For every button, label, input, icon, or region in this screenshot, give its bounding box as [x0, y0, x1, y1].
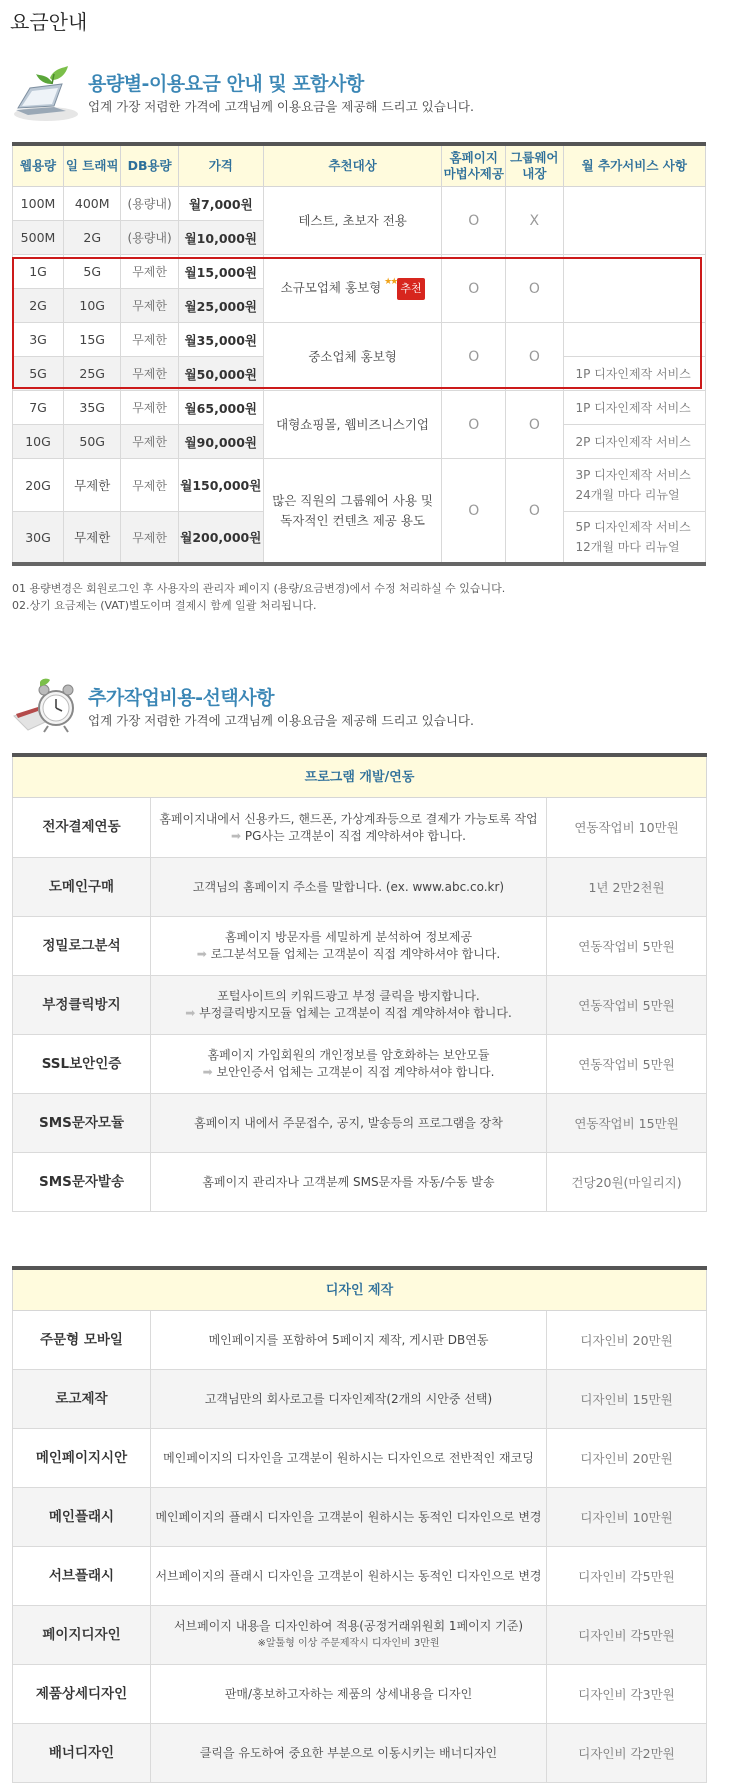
row-desc: 클릭을 유도하여 중요한 부분으로 이동시키는 배너디자인: [151, 1724, 547, 1783]
cell-traffic: 50G: [64, 425, 121, 459]
pricing-section-title: 용량별-이용요금 안내 및 포함사항: [88, 73, 364, 95]
arrow-icon: ➡: [185, 1006, 196, 1020]
design-table: [12, 1266, 707, 1783]
row-desc: 메인페이지를 포함하여 5페이지 제작, 게시판 DB연동: [151, 1311, 547, 1370]
row-name: SSL보안인증: [13, 1035, 151, 1094]
cell-wizard: O: [442, 255, 506, 323]
table-row: [13, 1547, 707, 1606]
row-name: 주문형 모바일: [13, 1311, 151, 1370]
page-title: 요금안내: [10, 10, 88, 34]
cell-db: (용량내): [121, 187, 178, 221]
cell-target: [263, 255, 442, 323]
desc-line: 홈페이지내에서 신용카드, 핸드폰, 가상계좌등으로 결제가 가능토록 작업: [159, 811, 538, 826]
pricing-table: [12, 142, 706, 566]
row-desc: [151, 1606, 547, 1665]
arrow-icon: ➡: [196, 947, 207, 961]
cell-web: 7G: [13, 391, 64, 425]
row-name: SMS문자모듈: [13, 1094, 151, 1153]
cell-service: [563, 323, 705, 357]
cell-price: 월10,000원: [178, 221, 263, 255]
desc-line: 서브페이지 내용을 디자인하여 적용(공정거래위원회 1페이지 기준): [173, 1619, 524, 1633]
row-name: 페이지디자인: [13, 1606, 151, 1665]
desc-note: ※알툴형 이상 주문제작시 디자인비 3만원: [257, 1638, 440, 1649]
cell-groupware: O: [506, 323, 563, 391]
table-row: [13, 1153, 707, 1212]
cell-web: 10G: [13, 425, 64, 459]
service-line: 12개월 마다 리뉴얼: [575, 540, 680, 554]
cell-traffic: 5G: [64, 255, 121, 289]
cell-price: 월25,000원: [178, 289, 263, 323]
cell-db: 무제한: [121, 255, 178, 289]
row-name: 배너디자인: [13, 1724, 151, 1783]
cell-groupware: O: [506, 459, 563, 565]
pricing-header-row: [13, 144, 706, 187]
cell-wizard: O: [442, 187, 506, 255]
row-cost: 건당20원(마일리지): [547, 1153, 707, 1212]
table-row: [13, 1035, 707, 1094]
cell-service: 1P 디자인제작 서비스: [563, 357, 705, 391]
cell-traffic: 무제한: [64, 512, 121, 565]
table-row: [13, 187, 706, 221]
cell-target: [263, 459, 442, 565]
service-line: 24개월 마다 리뉴얼: [575, 488, 680, 502]
cell-groupware: X: [506, 187, 563, 255]
cell-db: 무제한: [121, 425, 178, 459]
table-row: [13, 1606, 707, 1665]
table-row: [13, 1094, 707, 1153]
row-cost: 연동작업비 5만원: [547, 1035, 707, 1094]
table-row: [13, 798, 707, 858]
extra-costs-section-subtitle: 업계 가장 저렴한 가격에 고객님께 이용요금을 제공해 드리고 있습니다.: [88, 713, 474, 728]
table-row: [13, 459, 706, 512]
row-desc: 고객님만의 회사로고를 디자인제작(2개의 시안중 선택): [151, 1370, 547, 1429]
desc-line: 부정클릭방지모듈 업체는 고객분이 직접 계약하셔야 합니다.: [199, 1006, 512, 1020]
table-row: [13, 917, 707, 976]
header-target: 추천대상: [263, 144, 442, 187]
cell-db: 무제한: [121, 289, 178, 323]
design-caption-row: [13, 1268, 707, 1311]
cell-traffic: 10G: [64, 289, 121, 323]
row-desc: 고객님의 홈페이지 주소를 말합니다. (ex. www.abc.co.kr): [151, 858, 547, 917]
header-daily-traffic: 일 트래픽: [64, 144, 121, 187]
cell-price: 월200,000원: [178, 512, 263, 565]
arrow-icon: ➡: [202, 1065, 213, 1079]
note-line: 02.상기 요금제는 (VAT)별도이며 결제시 함께 일괄 처리됩니다.: [12, 599, 317, 612]
note-line: 01 용량변경은 회원로그인 후 사용자의 관리자 페이지 (용량/요금변경)에서 수정 처리하실 수 있습니다.: [12, 582, 506, 595]
star-icon: ★★: [384, 276, 397, 287]
cell-db: 무제한: [121, 357, 178, 391]
header-extra-service: 월 추가서비스 사항: [563, 144, 705, 187]
target-line: 독자적인 컨텐츠 제공 용도: [280, 512, 425, 528]
row-cost: 연동작업비 5만원: [547, 917, 707, 976]
row-name: 도메인구매: [13, 858, 151, 917]
header-wizard: 홈페이지 마법사제공: [442, 144, 506, 187]
row-cost: 디자인비 각3만원: [547, 1665, 707, 1724]
recommend-badge: 추천: [397, 278, 424, 300]
cell-price: 월150,000원: [178, 459, 263, 512]
row-cost: 연동작업비 15만원: [547, 1094, 707, 1153]
cell-traffic: 25G: [64, 357, 121, 391]
cell-web: 500M: [13, 221, 64, 255]
table-row: [13, 323, 706, 357]
header-groupware: 그룹웨어 내장: [506, 144, 563, 187]
cell-web: 5G: [13, 357, 64, 391]
row-desc: [151, 798, 547, 858]
desc-line: 홈페이지 가입회원의 개인정보를 암호화하는 보안모듈: [207, 1048, 490, 1062]
row-name: SMS문자발송: [13, 1153, 151, 1212]
design-caption: 디자인 제작: [13, 1268, 707, 1311]
cell-service: [563, 187, 705, 255]
cell-service: [563, 459, 705, 512]
row-desc: 메인페이지의 플래시 디자인을 고객분이 원하시는 동적인 디자인으로 변경: [151, 1488, 547, 1547]
cell-db: 무제한: [121, 512, 178, 565]
row-name: 정밀로그분석: [13, 917, 151, 976]
cell-wizard: O: [442, 459, 506, 565]
cell-groupware: O: [506, 391, 563, 459]
section-header-pricing: [10, 64, 710, 124]
row-desc: 메인페이지의 디자인을 고객분이 원하시는 디자인으로 전반적인 재코딩: [151, 1429, 547, 1488]
cell-price: 월7,000원: [178, 187, 263, 221]
program-table: [12, 753, 707, 1212]
cell-traffic: 무제한: [64, 459, 121, 512]
table-row: [13, 976, 707, 1035]
cell-traffic: 400M: [64, 187, 121, 221]
table-row: [13, 1370, 707, 1429]
table-row: [13, 1311, 707, 1370]
laptop-icon: [10, 64, 82, 124]
cell-db: 무제한: [121, 459, 178, 512]
cell-target: 테스트, 초보자 전용: [263, 187, 442, 255]
cell-target: 대형쇼핑몰, 웹비즈니스기업: [263, 391, 442, 459]
table-row: [13, 1488, 707, 1547]
program-caption: 프로그램 개발/연동: [13, 755, 707, 798]
row-desc: 홈페이지 관리자나 고객분께 SMS문자를 자동/수동 발송: [151, 1153, 547, 1212]
extra-costs-section-title: 추가작업비용-선택사항: [88, 687, 274, 709]
cell-groupware: O: [506, 255, 563, 323]
row-cost: 1년 2만2천원: [547, 858, 707, 917]
cell-web: 30G: [13, 512, 64, 565]
row-name: 메인플래시: [13, 1488, 151, 1547]
desc-line: PG사는 고객분이 직접 계약하셔야 합니다.: [244, 828, 466, 843]
row-name: 로고제작: [13, 1370, 151, 1429]
service-line: 3P 디자인제작 서비스: [575, 468, 691, 482]
target-line: 많은 직원의 그룹웨어 사용 및: [272, 492, 433, 508]
cell-web: 3G: [13, 323, 64, 357]
table-row: [13, 1665, 707, 1724]
header-web-capacity: 웹용량: [13, 144, 64, 187]
cell-service: 2P 디자인제작 서비스: [563, 425, 705, 459]
row-cost: 디자인비 각2만원: [547, 1724, 707, 1783]
row-name: 메인페이지시안: [13, 1429, 151, 1488]
cell-price: 월50,000원: [178, 357, 263, 391]
row-desc: [151, 976, 547, 1035]
row-cost: 연동작업비 10만원: [547, 798, 707, 858]
desc-line: 로그분석모듈 업체는 고객분이 직접 계약하셔야 합니다.: [210, 947, 501, 961]
row-desc: [151, 917, 547, 976]
cell-service: [563, 255, 705, 323]
cell-web: 2G: [13, 289, 64, 323]
row-cost: 디자인비 각5만원: [547, 1606, 707, 1665]
header-price: 가격: [178, 144, 263, 187]
cell-db: 무제한: [121, 391, 178, 425]
cell-wizard: O: [442, 391, 506, 459]
table-row: [13, 391, 706, 425]
cell-traffic: 35G: [64, 391, 121, 425]
table-row: [13, 858, 707, 917]
row-desc: 홈페이지 내에서 주문접수, 공지, 발송등의 프로그램을 장착: [151, 1094, 547, 1153]
cell-wizard: O: [442, 323, 506, 391]
program-caption-row: [13, 755, 707, 798]
row-name: 부정클릭방지: [13, 976, 151, 1035]
cell-target: 중소업체 홍보형: [263, 323, 442, 391]
row-cost: 연동작업비 5만원: [547, 976, 707, 1035]
row-name: 제품상세디자인: [13, 1665, 151, 1724]
pricing-notes: [12, 580, 505, 614]
cell-db: 무제한: [121, 323, 178, 357]
section-header-extra-costs: [10, 678, 710, 738]
cell-price: 월15,000원: [178, 255, 263, 289]
cell-service: [563, 512, 705, 565]
cell-price: 월35,000원: [178, 323, 263, 357]
header-db-capacity: DB용량: [121, 144, 178, 187]
row-cost: 디자인비 10만원: [547, 1488, 707, 1547]
arrow-icon: ➡: [231, 828, 242, 843]
cell-web: 1G: [13, 255, 64, 289]
target-label: 소규모업체 홍보형: [280, 279, 382, 295]
row-desc: [151, 1035, 547, 1094]
table-row: [13, 1429, 707, 1488]
desc-line: 홈페이지 방문자를 세밀하게 분석하여 정보제공: [224, 930, 473, 944]
desc-line: 보안인증서 업체는 고객분이 직접 계약하셔야 합니다.: [216, 1065, 495, 1079]
row-cost: 디자인비 각5만원: [547, 1547, 707, 1606]
desc-line: 포털사이트의 키워드광고 부정 클릭을 방지합니다.: [217, 989, 480, 1003]
row-cost: 디자인비 20만원: [547, 1311, 707, 1370]
pricing-section-subtitle: 업계 가장 저렴한 가격에 고객님께 이용요금을 제공해 드리고 있습니다.: [88, 99, 474, 114]
cell-db: (용량내): [121, 221, 178, 255]
row-desc: 서브페이지의 플래시 디자인을 고객분이 원하시는 동적인 디자인으로 변경: [151, 1547, 547, 1606]
row-cost: 디자인비 15만원: [547, 1370, 707, 1429]
cell-web: 100M: [13, 187, 64, 221]
row-name: 전자결제연동: [13, 798, 151, 858]
row-desc: 판매/홍보하고자하는 제품의 상세내용을 디자인: [151, 1665, 547, 1724]
cell-price: 월65,000원: [178, 391, 263, 425]
row-name: 서브플래시: [13, 1547, 151, 1606]
cell-service: 1P 디자인제작 서비스: [563, 391, 705, 425]
service-line: 5P 디자인제작 서비스: [575, 520, 691, 534]
table-row: [13, 255, 706, 289]
cell-web: 20G: [13, 459, 64, 512]
cell-traffic: 15G: [64, 323, 121, 357]
row-cost: 디자인비 20만원: [547, 1429, 707, 1488]
alarm-clock-icon: [10, 678, 82, 738]
cell-traffic: 2G: [64, 221, 121, 255]
cell-price: 월90,000원: [178, 425, 263, 459]
